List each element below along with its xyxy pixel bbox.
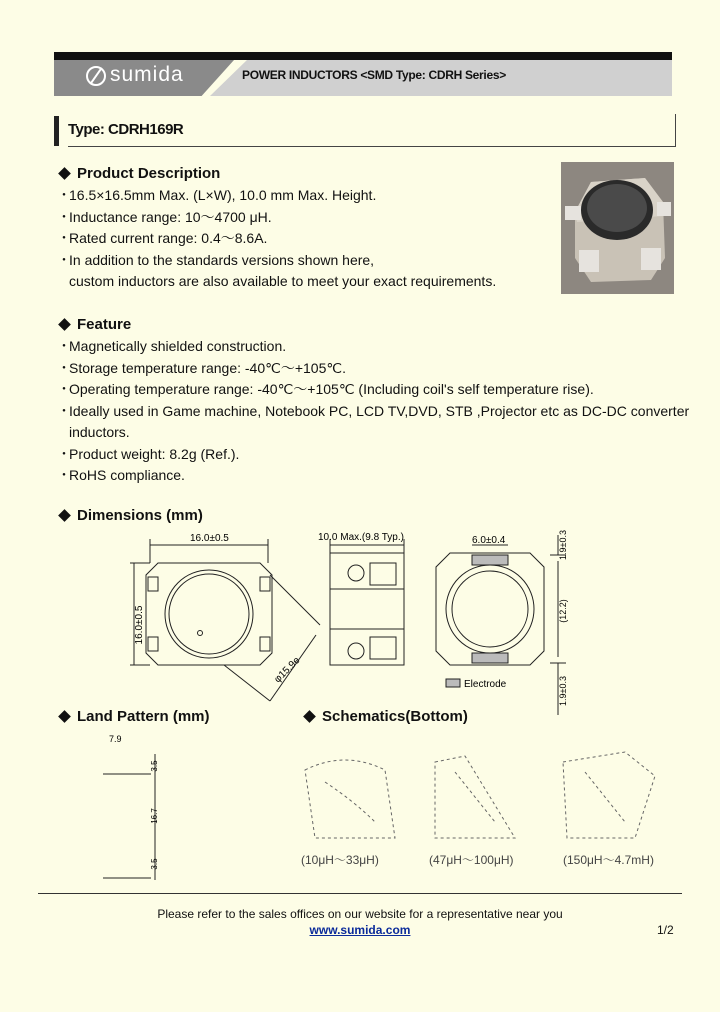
list-item: ・RoHS compliance. bbox=[57, 467, 185, 483]
dimensions-heading: Dimensions (mm) bbox=[57, 507, 203, 524]
land-pad-label-1: 3.5 bbox=[150, 760, 159, 772]
diamond-bullet-icon bbox=[303, 710, 316, 723]
list-item: inductors. bbox=[69, 424, 130, 440]
sumida-logo-icon bbox=[86, 66, 106, 86]
feature-list bbox=[57, 336, 689, 487]
height-label: 16.0±0.5 bbox=[134, 605, 145, 645]
diamond-bullet-icon bbox=[58, 167, 71, 180]
footer-note: Please refer to the sales offices on our website for a representative near you bbox=[157, 907, 563, 921]
footer-rule bbox=[38, 893, 682, 894]
schematic-caption-2: (47μH～100μH) bbox=[429, 853, 514, 867]
side-view-outline bbox=[330, 553, 404, 665]
feature-heading: Feature bbox=[57, 316, 131, 333]
thickness-label: 10.0 Max.(9.8 Typ.) bbox=[318, 532, 404, 543]
pad-top-label: 1.9±0.3 bbox=[558, 530, 568, 560]
dimensions-drawing bbox=[120, 525, 580, 720]
land-pattern-drawing bbox=[95, 730, 175, 885]
product-description-heading: Product Description bbox=[57, 165, 220, 182]
type-label: Type: CDRH169R bbox=[68, 121, 184, 138]
schematics-heading: Schematics(Bottom) bbox=[302, 708, 468, 725]
land-pad-label-2: 3.5 bbox=[150, 858, 159, 870]
document-title: POWER INDUCTORS <SMD Type: CDRH Series> bbox=[242, 68, 506, 82]
type-right-rule bbox=[675, 114, 676, 146]
list-item: ・In addition to the standards versions shown here, bbox=[57, 251, 375, 268]
mid-label: (12.2) bbox=[558, 599, 568, 623]
list-item: ・Rated current range: 0.4～8.6A. bbox=[57, 230, 268, 246]
electrode-label: Electrode bbox=[464, 679, 507, 690]
pad-width-label: 6.0±0.4 bbox=[472, 535, 506, 546]
product-photo bbox=[561, 162, 674, 294]
list-item: ・Ideally used in Game machine, Notebook PC, LCD TV,DVD, STB ,Projector etc as DC-DC converter bbox=[57, 402, 690, 419]
top-view-core bbox=[165, 570, 253, 658]
diamond-bullet-icon bbox=[58, 318, 71, 331]
list-item: custom inductors are also available to meet your exact requirements. bbox=[69, 273, 497, 289]
pad-bottom-label: 1.9±0.3 bbox=[558, 676, 568, 706]
land-top-label: 7.9 bbox=[109, 734, 122, 744]
schematic-caption-1: (10μH～33μH) bbox=[301, 853, 379, 867]
type-underline bbox=[68, 146, 676, 147]
logo-text: sumida bbox=[110, 63, 184, 86]
type-accent-bar bbox=[54, 116, 59, 146]
diamond-bullet-icon bbox=[58, 710, 71, 723]
width-label: 16.0±0.5 bbox=[190, 533, 229, 544]
product-description-list bbox=[57, 185, 496, 293]
list-item: ・Magnetically shielded construction. bbox=[57, 338, 287, 354]
page-number: 1/2 bbox=[657, 923, 674, 937]
land-pattern-heading: Land Pattern (mm) bbox=[57, 708, 210, 725]
schematic-caption-3: (150μH～4.7mH) bbox=[563, 853, 654, 867]
header-top-rule bbox=[54, 52, 672, 60]
list-item: ・16.5×16.5mm Max. (L×W), 10.0 mm Max. Height. bbox=[57, 187, 377, 203]
list-item: ・Inductance range: 10～4700 μH. bbox=[57, 208, 272, 225]
website-link[interactable]: www.sumida.com bbox=[309, 923, 411, 937]
schematics-drawing bbox=[295, 742, 675, 872]
diamond-bullet-icon bbox=[58, 509, 71, 522]
list-item: ・Operating temperature range: -40℃～+105℃ (Including coil's self temperature rise). bbox=[57, 381, 594, 397]
list-item: ・Storage temperature range: -40℃～+105℃. bbox=[57, 359, 346, 376]
land-gap-label: 16.7 bbox=[150, 808, 159, 824]
list-item: ・Product weight: 8.2g (Ref.). bbox=[57, 445, 240, 462]
diag-label: φ15.9e bbox=[272, 655, 303, 686]
